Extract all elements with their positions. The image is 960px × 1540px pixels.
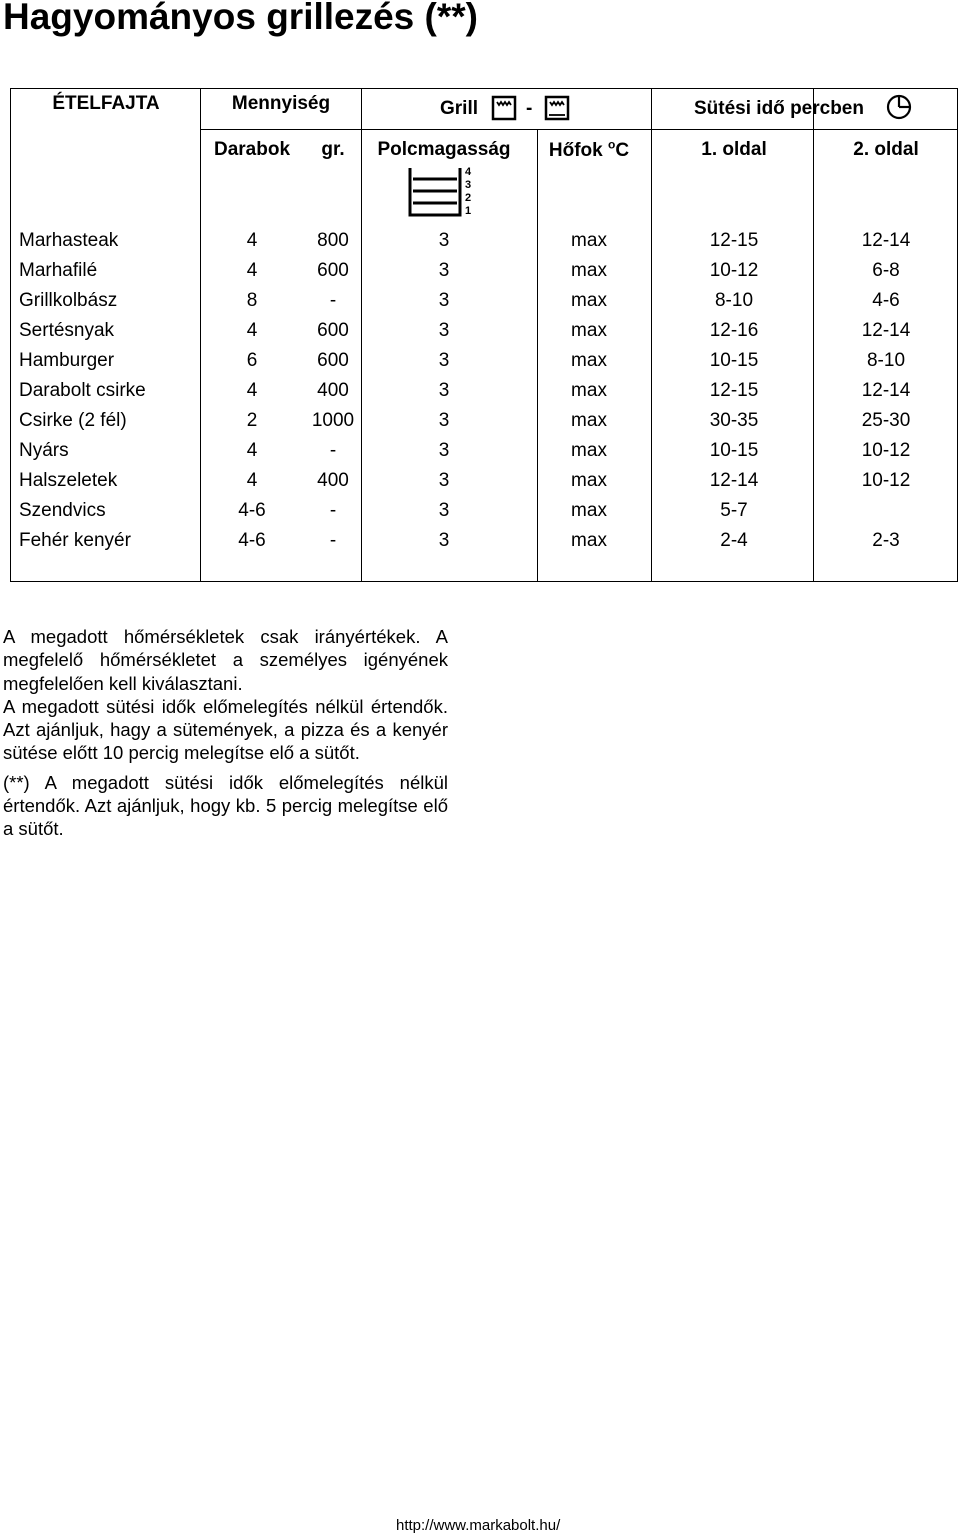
column-divider <box>813 89 814 581</box>
table-cell: - <box>329 440 337 461</box>
table-cell: 10-12 <box>861 440 911 461</box>
table-cell: 800 <box>317 230 349 251</box>
row-divider <box>200 129 957 130</box>
grill-icon <box>490 94 518 122</box>
table-cell: max <box>571 320 607 341</box>
note-preheat: A megadott sütési idők előmelegítés nélkül értendők. Azt ajánljuk, hagy a sütemények, a pizza és a kenyér sütése előtt 10 percig melegítse elő a sütőt. <box>3 695 448 764</box>
table-cell: 12-14 <box>861 230 911 251</box>
table-cell: 10-15 <box>709 350 759 371</box>
table-cell: 2-4 <box>720 530 748 551</box>
table-cell: 3 <box>438 290 450 311</box>
table-cell: 12-15 <box>709 380 759 401</box>
row-food-name: Sertésnyak <box>19 320 115 341</box>
table-cell: 5-7 <box>720 500 748 521</box>
table-cell: 12-15 <box>709 230 759 251</box>
table-cell: max <box>571 440 607 461</box>
table-cell: 2 <box>246 410 258 431</box>
table-cell: 25-30 <box>861 410 911 431</box>
table-cell: 4-6 <box>872 290 900 311</box>
table-cell: 10-15 <box>709 440 759 461</box>
row-food-name: Halszeletek <box>19 470 118 491</box>
table-cell: 3 <box>438 230 450 251</box>
column-divider <box>537 129 538 581</box>
shelf-number: 1 <box>465 205 472 217</box>
header-shelf: Polcmagasság <box>377 139 511 160</box>
page-title: Hagyományos grillezés (**) <box>3 0 478 37</box>
table-cell: max <box>571 530 607 551</box>
shelf-number: 2 <box>465 192 472 204</box>
table-cell: 3 <box>438 350 450 371</box>
table-cell: max <box>571 380 607 401</box>
header-dash: - <box>526 98 533 119</box>
table-cell: max <box>571 230 607 251</box>
table-cell: 8-10 <box>866 350 906 371</box>
table-cell: 4 <box>246 380 258 401</box>
header-side-1: 1. oldal <box>701 139 767 160</box>
table-cell: 4 <box>246 440 258 461</box>
table-cell: 4 <box>246 320 258 341</box>
table-cell: max <box>571 470 607 491</box>
table-cell: 600 <box>317 350 349 371</box>
table-cell: 600 <box>317 320 349 341</box>
row-food-name: Fehér kenyér <box>19 530 131 551</box>
table-cell: 12-14 <box>861 380 911 401</box>
table-cell: 3 <box>438 440 450 461</box>
row-food-name: Marhafilé <box>19 260 98 281</box>
row-food-name: Hamburger <box>19 350 115 371</box>
header-grams: gr. <box>321 139 345 160</box>
table-cell: 4 <box>246 260 258 281</box>
shelf-rack-icon <box>408 165 480 219</box>
table-cell: 4 <box>246 230 258 251</box>
header-side-2: 2. oldal <box>853 139 919 160</box>
table-cell: 6 <box>246 350 258 371</box>
header-pieces: Darabok <box>213 139 291 160</box>
header-temperature: Hőfok $^o$C <box>548 137 630 161</box>
table-cell: 4-6 <box>238 530 266 551</box>
table-cell: 3 <box>438 500 450 521</box>
table-cell: max <box>571 350 607 371</box>
table-cell: max <box>571 290 607 311</box>
table-cell: 8-10 <box>714 290 754 311</box>
row-food-name: Csirke (2 fél) <box>19 410 127 431</box>
table-cell: 12-14 <box>709 470 759 491</box>
table-cell: 2-3 <box>872 530 900 551</box>
column-divider <box>200 89 201 581</box>
row-food-name: Marhasteak <box>19 230 119 251</box>
table-cell: 4-6 <box>238 500 266 521</box>
table-cell: 4 <box>246 470 258 491</box>
table-cell: max <box>571 500 607 521</box>
column-divider <box>361 89 362 581</box>
table-cell: - <box>329 290 337 311</box>
cooking-table <box>10 88 958 582</box>
table-cell: 8 <box>246 290 258 311</box>
note-temperature: A megadott hőmérsékletek csak irányértékek. A megfelelő hőmérsékletet a személyes igényének megfelelően kell kiválasztani. <box>3 626 448 694</box>
table-cell: 600 <box>317 260 349 281</box>
table-cell: 1000 <box>311 410 355 431</box>
row-food-name: Nyárs <box>19 440 69 461</box>
header-quantity: Mennyiség <box>231 93 331 114</box>
column-divider <box>651 89 652 581</box>
table-cell: - <box>329 500 337 521</box>
table-cell: 6-8 <box>872 260 900 281</box>
table-cell: max <box>571 260 607 281</box>
table-cell: 3 <box>438 260 450 281</box>
shelf-number: 3 <box>465 179 472 191</box>
table-cell: max <box>571 410 607 431</box>
table-cell: 400 <box>317 380 349 401</box>
table-cell: - <box>329 530 337 551</box>
table-cell: 10-12 <box>709 260 759 281</box>
clock-icon <box>884 92 914 122</box>
row-food-name: Grillkolbász <box>19 290 118 311</box>
header-food: ÉTELFAJTA <box>52 93 160 114</box>
row-food-name: Szendvics <box>19 500 106 521</box>
notes <box>3 625 448 841</box>
shelf-number: 4 <box>465 166 472 178</box>
row-food-name: Darabolt csirke <box>19 380 146 401</box>
footer-url: http://www.markabolt.hu/ <box>396 1517 561 1534</box>
fan-grill-icon <box>543 94 571 122</box>
note-grill-preheat: (**) A megadott sütési idők előmelegítés nélkül értendők. Azt ajánljuk, hogy kb. 5 percig melegítse elő a sütőt. <box>3 771 448 840</box>
table-cell: 30-35 <box>709 410 759 431</box>
header-grill: Grill <box>440 98 479 119</box>
header-cooking-time: Sütési idő percben <box>694 98 864 119</box>
table-cell: 400 <box>317 470 349 491</box>
table-cell: 3 <box>438 410 450 431</box>
table-cell: 12-14 <box>861 320 911 341</box>
table-cell: 3 <box>438 470 450 491</box>
table-cell: 3 <box>438 320 450 341</box>
table-cell: 10-12 <box>861 470 911 491</box>
table-cell: 12-16 <box>709 320 759 341</box>
table-cell: 3 <box>438 530 450 551</box>
table-cell: 3 <box>438 380 450 401</box>
